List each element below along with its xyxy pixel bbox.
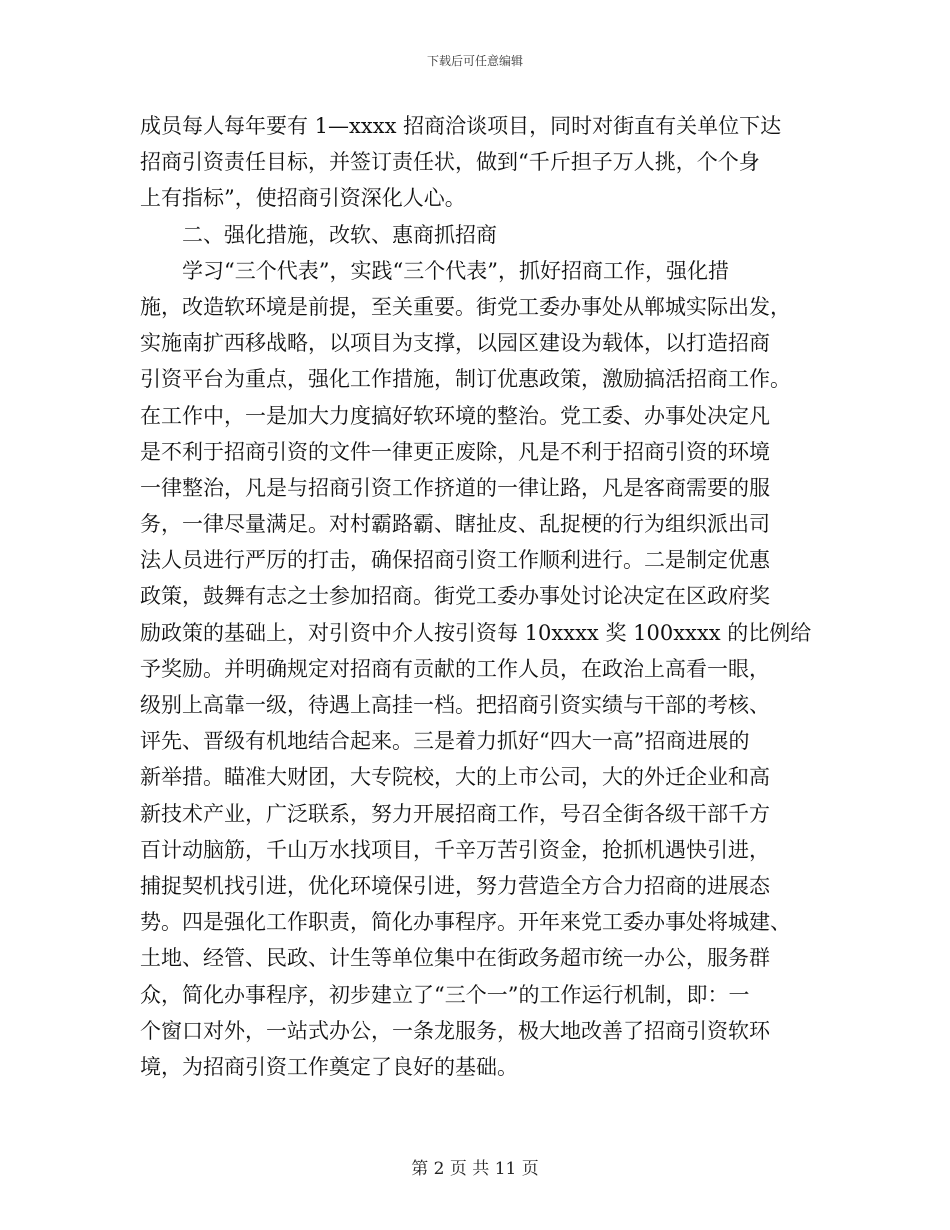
text-line: 成员每人每年要有 1—xxxx 招商洽谈项目，同时对街直有关单位下达 bbox=[140, 114, 782, 138]
text-line: 级别上高靠一级，待遇上高挂一档。把招商引资实绩与干部的考核、 bbox=[140, 693, 770, 717]
text-line: 施，改造软环境是前提，至关重要。街党工委办事处从郸城实际出发， bbox=[140, 294, 791, 319]
text-line: 引资平台为重点，强化工作措施，制订优惠政策，激励搞活招商工作。 bbox=[140, 367, 791, 392]
text-line: 捕捉契机找引进，优化环境保引进，努力营造全方合力招商的进展态 bbox=[140, 873, 770, 898]
text-line: 招商引资责任目标，并签订责任状，做到“千斤担子万人挑，个个身 bbox=[140, 150, 760, 175]
text-line: 新技术产业，广泛联系，努力开展招商工作，号召全街各级干部千方 bbox=[140, 801, 770, 826]
text-line: 励政策的基础上，对引资中介人按引资每 10xxxx 奖 100xxxx 的比例给 bbox=[140, 620, 812, 645]
download-note: 下载后可任意编辑 bbox=[426, 54, 523, 68]
text-line: 土地、经管、民政、计生等单位集中在街政务超市统一办公，服务群 bbox=[140, 946, 770, 971]
text-line: 学习“三个代表”，实践“三个代表”，抓好招商工作，强化措 bbox=[140, 258, 729, 283]
text-line: 个窗口对外，一站式办公，一条龙服务，极大地改善了招商引资软环 bbox=[140, 1018, 770, 1043]
text-line: 一律整治，凡是与招商引资工作挤道的一律让路，凡是客商需要的服 bbox=[140, 475, 770, 500]
document-body bbox=[140, 108, 840, 1085]
text-line: 二、强化措施，改软、惠商抓招商 bbox=[140, 222, 497, 247]
text-line: 势。四是强化工作职责，简化办事程序。开年来党工委办事处将城建、 bbox=[140, 910, 791, 935]
text-line: 实施南扩西移战略，以项目为支撑，以园区建设为载体，以打造招商 bbox=[140, 331, 770, 356]
text-line: 评先、晋级有机地结合起来。三是着力抓好“四大一高”招商进展的 bbox=[140, 729, 750, 754]
text-line: 境，为招商引资工作奠定了良好的基础。 bbox=[140, 1054, 518, 1079]
text-line: 在工作中，一是加大力度搞好软环境的整治。党工委、办事处决定凡 bbox=[140, 403, 770, 428]
text-line: 众，简化办事程序，初步建立了“三个一”的工作运行机制，即：一 bbox=[140, 982, 750, 1007]
text-line: 上有指标”，使招商引资深化人心。 bbox=[140, 186, 466, 211]
page-number: 第 2 页 共 11 页 bbox=[411, 1159, 539, 1179]
text-line: 是不利于招商引资的文件一律更正废除，凡是不利于招商引资的环境 bbox=[140, 439, 770, 464]
text-line: 法人员进行严厉的打击，确保招商引资工作顺利进行。二是制定优惠 bbox=[140, 548, 770, 573]
text-line: 新举措。瞄准大财团，大专院校，大的上市公司，大的外迁企业和高 bbox=[140, 765, 770, 790]
text-line: 百计动脑筋，千山万水找项目，千辛万苦引资金，抢抓机遇快引进， bbox=[140, 837, 770, 862]
text-line: 予奖励。并明确规定对招商有贡献的工作人员，在政治上高看一眼， bbox=[140, 656, 770, 681]
text-line: 政策，鼓舞有志之士参加招商。街党工委办事处讨论决定在区政府奖 bbox=[140, 584, 770, 609]
text-line: 务，一律尽量满足。对村霸路霸、瞎扯皮、乱捉梗的行为组织派出司 bbox=[140, 512, 770, 537]
